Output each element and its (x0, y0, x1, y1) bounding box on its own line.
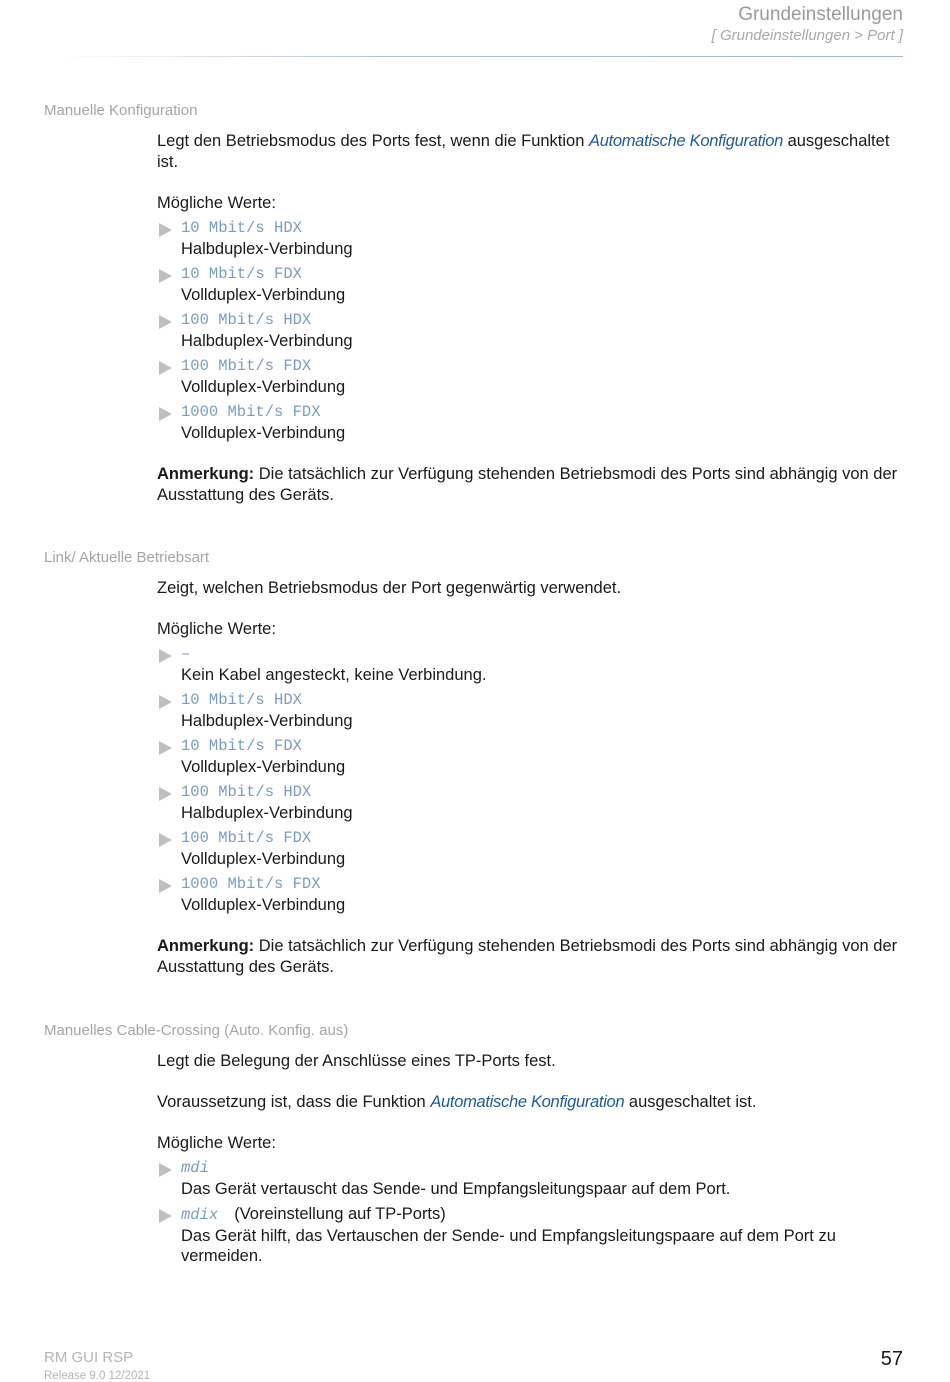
value-description: Halbduplex-Verbindung (181, 240, 353, 258)
value-description: Vollduplex-Verbindung (181, 850, 346, 868)
value-code: 100 Mbit/s FDX (181, 357, 312, 375)
list-item (157, 644, 907, 685)
breadcrumb: [ Grundeinstellungen > Port ] (711, 27, 903, 44)
section-label-manual-config: Manuelle Konfiguration (44, 102, 198, 119)
prereq-text-end: ausgeschaltet ist. (624, 1093, 757, 1111)
value-description: Kein Kabel angesteckt, keine Verbindung. (181, 666, 487, 684)
triangle-bullet-icon (159, 741, 172, 755)
value-description: Vollduplex-Verbindung (181, 758, 346, 776)
note (157, 936, 907, 978)
triangle-bullet-icon (159, 1209, 172, 1223)
triangle-bullet-icon (159, 787, 172, 801)
footer-product: RM GUI RSP (44, 1349, 134, 1366)
value-description: Halbduplex-Verbindung (181, 712, 353, 730)
auto-config-link[interactable]: Automatische Konfiguration (430, 1093, 625, 1111)
triangle-bullet-icon (159, 1163, 172, 1177)
list-item (157, 402, 907, 443)
possible-values-label: Mögliche Werte: (157, 194, 276, 212)
list-item (157, 310, 907, 351)
value-list (157, 1158, 907, 1266)
list-item (157, 264, 907, 305)
header-divider (60, 56, 903, 57)
note-text: Die tatsächlich zur Verfügung stehenden Betriebsmodi des Ports sind abhängig von der Ausstattung des Geräts. (157, 465, 898, 504)
triangle-bullet-icon (159, 361, 172, 375)
possible-values-label: Mögliche Werte: (157, 620, 276, 638)
note-text: Die tatsächlich zur Verfügung stehenden Betriebsmodi des Ports sind abhängig von der Ausstattung des Geräts. (157, 937, 898, 976)
value-code: mdi (181, 1159, 209, 1177)
section-label-cable-crossing: Manuelles Cable-Crossing (Auto. Konfig. aus) (44, 1022, 349, 1039)
triangle-bullet-icon (159, 269, 172, 283)
triangle-bullet-icon (159, 223, 172, 237)
value-code: – (181, 645, 191, 663)
triangle-bullet-icon (159, 315, 172, 329)
section-intro: Legt die Belegung der Anschlüsse eines TP-Ports fest. (157, 1052, 556, 1070)
value-code: 100 Mbit/s HDX (181, 783, 312, 801)
list-item (157, 736, 907, 777)
list-item (157, 1158, 907, 1199)
section-intro (157, 131, 907, 173)
note-label: Anmerkung: (157, 465, 255, 483)
section-manual-config (157, 131, 907, 506)
triangle-bullet-icon (159, 833, 172, 847)
value-description: Vollduplex-Verbindung (181, 896, 346, 914)
triangle-bullet-icon (159, 649, 172, 663)
value-description: Vollduplex-Verbindung (181, 424, 346, 442)
value-code: 1000 Mbit/s FDX (181, 875, 321, 893)
note-label: Anmerkung: (157, 937, 255, 955)
possible-values-label: Mögliche Werte: (157, 1134, 276, 1152)
list-item (157, 356, 907, 397)
list-item (157, 690, 907, 731)
value-code: mdix (181, 1206, 219, 1224)
list-item (157, 828, 907, 869)
section-intro: Zeigt, welchen Betriebsmodus der Port gegenwärtig verwendet. (157, 579, 622, 597)
intro-text-end: ausgeschaltet ist. (157, 132, 890, 171)
value-description: Das Gerät hilft, das Vertauschen der Sende- und Empfangsleitungspaare auf dem Port zu vermeiden. (181, 1227, 836, 1265)
triangle-bullet-icon (159, 695, 172, 709)
list-item (157, 218, 907, 259)
value-list (157, 218, 907, 443)
prerequisite (157, 1092, 907, 1113)
list-item (157, 1204, 907, 1266)
value-default-note: (Voreinstellung auf TP-Ports) (234, 1205, 446, 1223)
footer-release: Release 9.0 12/2021 (44, 1370, 151, 1382)
section-label-link-mode: Link/ Aktuelle Betriebsart (44, 549, 210, 566)
value-description: Vollduplex-Verbindung (181, 378, 346, 396)
value-description: Das Gerät vertauscht das Sende- und Empfangsleitungspaar auf dem Port. (181, 1180, 731, 1198)
page-number: 57 (880, 1348, 903, 1370)
list-item (157, 874, 907, 915)
value-code: 100 Mbit/s FDX (181, 829, 312, 847)
triangle-bullet-icon (159, 879, 172, 893)
auto-config-link[interactable]: Automatische Konfiguration (589, 132, 783, 150)
value-code: 100 Mbit/s HDX (181, 311, 312, 329)
intro-text: Legt den Betriebsmodus des Ports fest, wenn die Funktion (157, 132, 589, 150)
value-list (157, 644, 907, 915)
triangle-bullet-icon (159, 407, 172, 421)
value-description: Halbduplex-Verbindung (181, 804, 353, 822)
value-code: 10 Mbit/s FDX (181, 265, 302, 283)
value-code: 10 Mbit/s FDX (181, 737, 302, 755)
value-code: 10 Mbit/s HDX (181, 219, 302, 237)
chapter-title: Grundeinstellungen (738, 4, 903, 25)
value-description: Vollduplex-Verbindung (181, 286, 346, 304)
section-cable-crossing (157, 1051, 907, 1271)
section-link-mode (157, 578, 907, 978)
value-description: Halbduplex-Verbindung (181, 332, 353, 350)
list-item (157, 782, 907, 823)
value-code: 1000 Mbit/s FDX (181, 403, 321, 421)
value-code: 10 Mbit/s HDX (181, 691, 302, 709)
note (157, 464, 907, 506)
prereq-text: Voraussetzung ist, dass die Funktion (157, 1093, 431, 1111)
